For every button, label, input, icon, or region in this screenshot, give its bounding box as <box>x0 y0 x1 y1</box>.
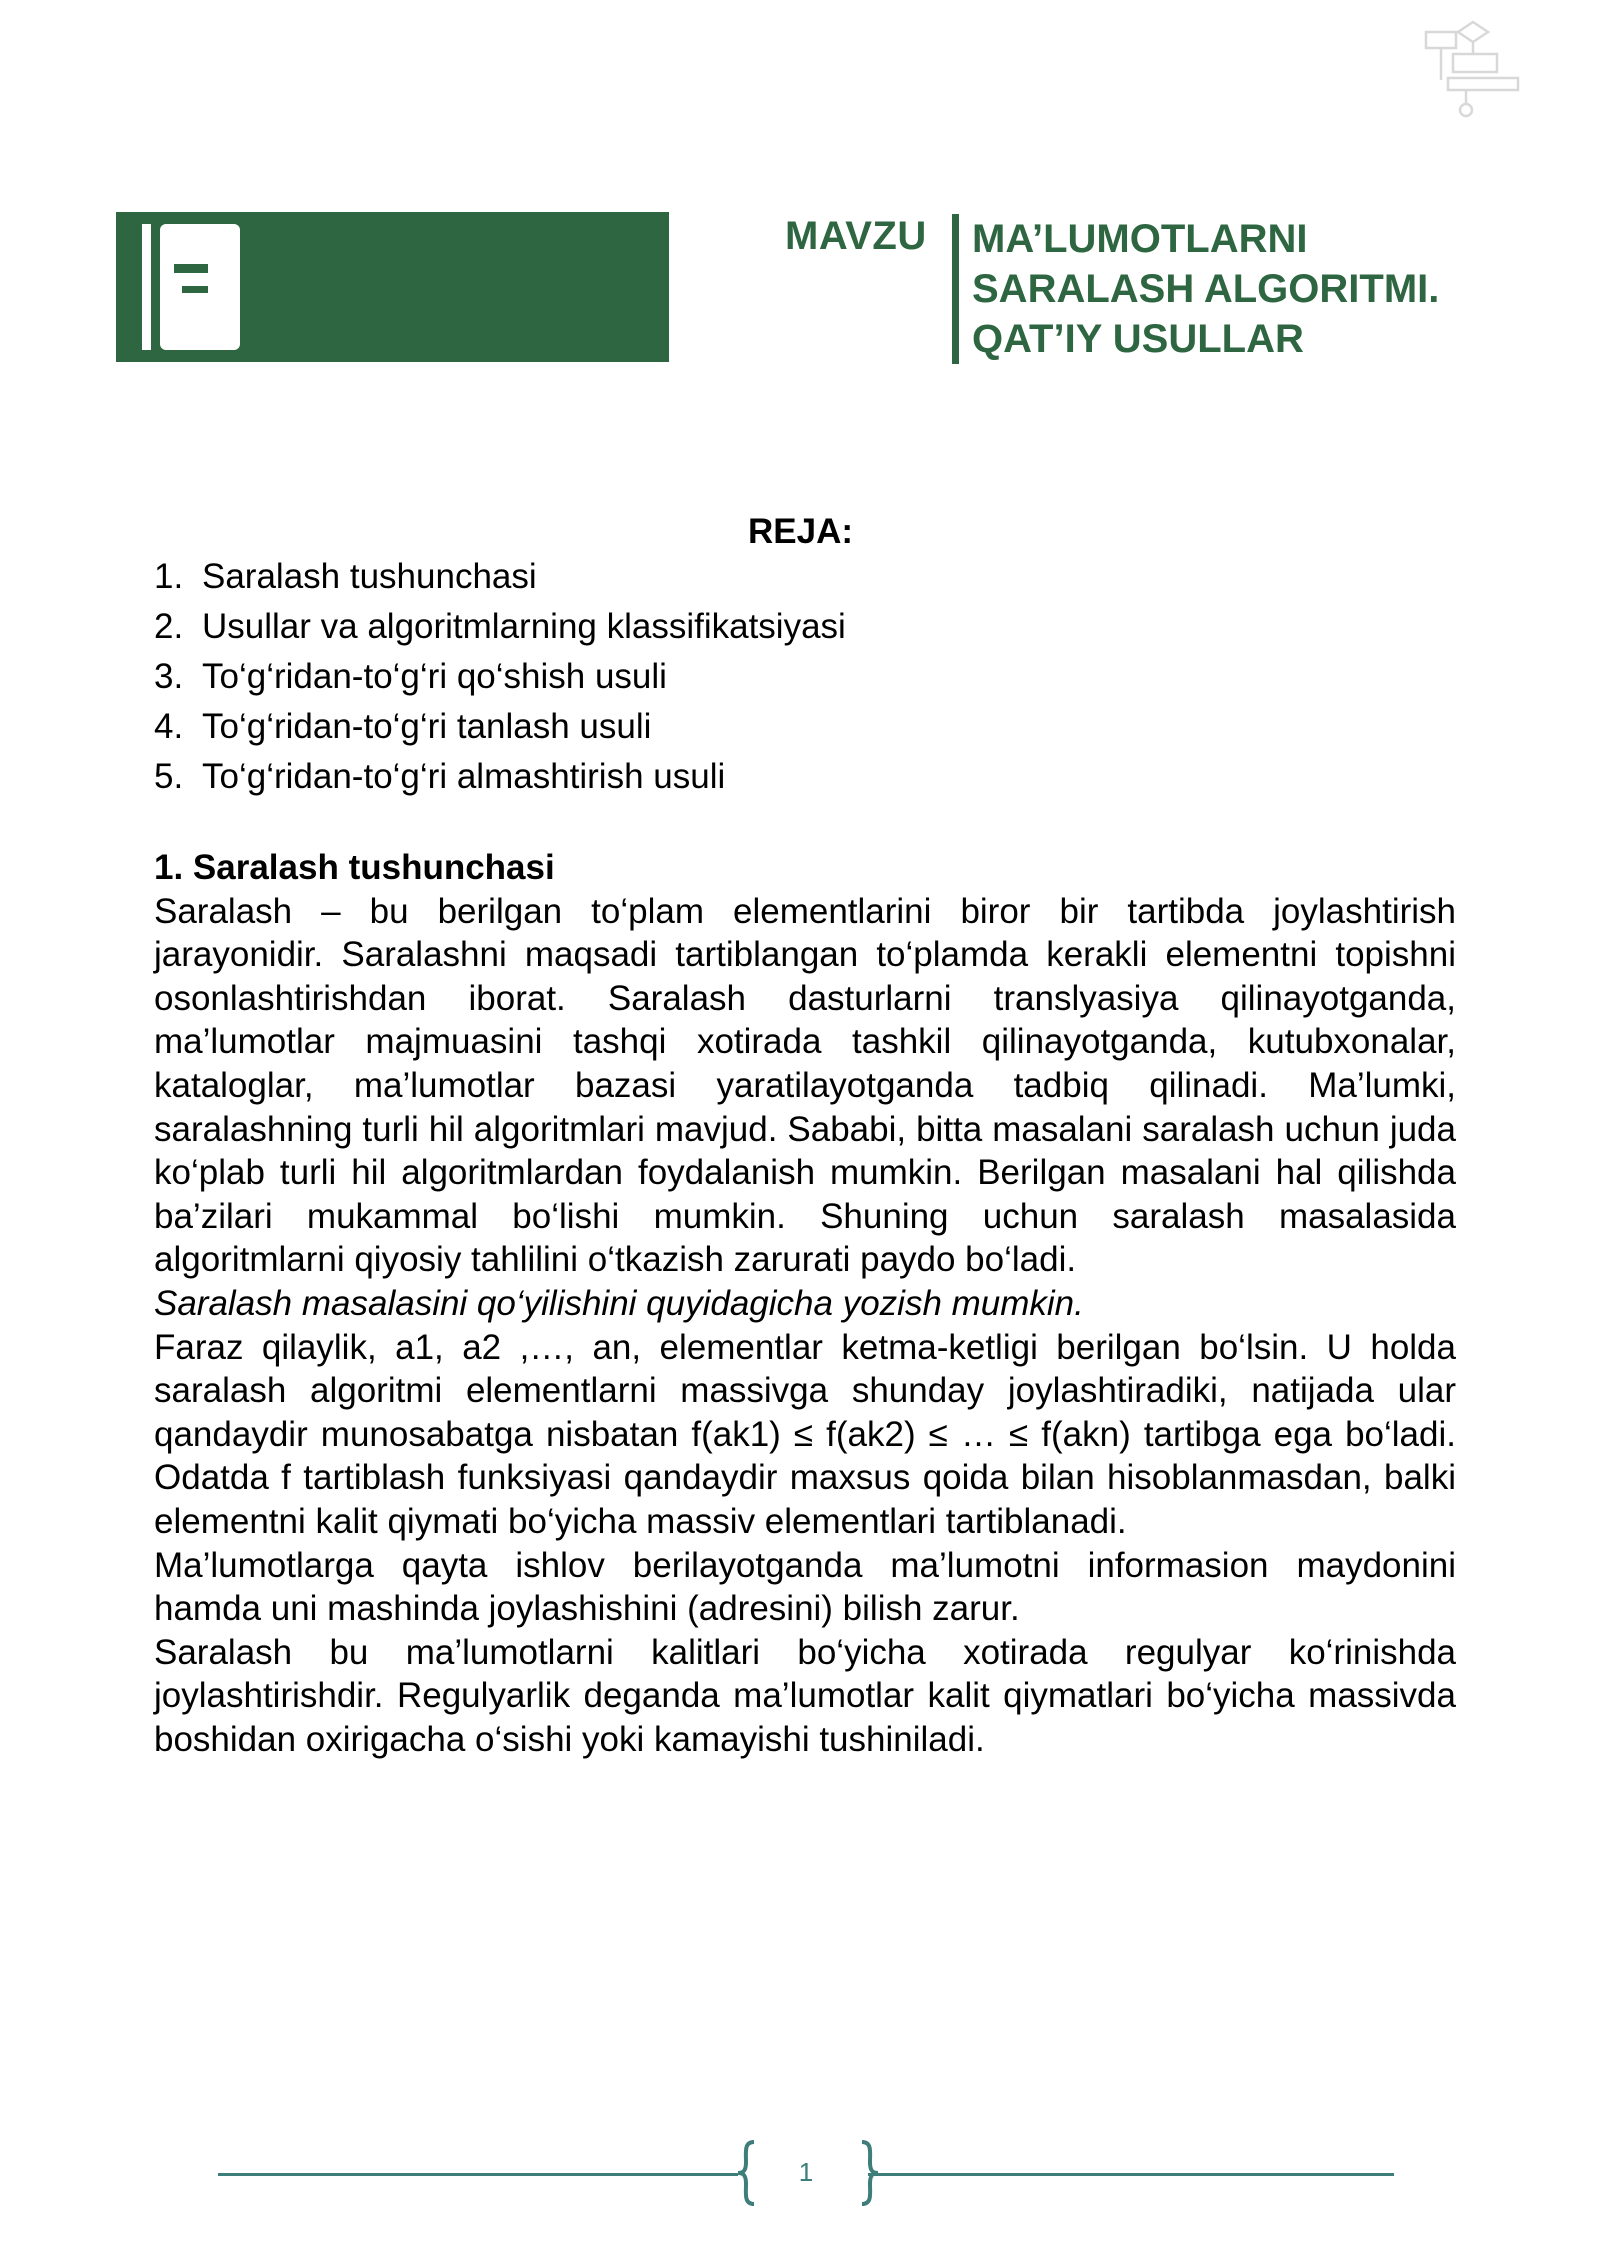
topic-label: MAVZU <box>785 214 927 258</box>
title-line: MA’LUMOTLARNI <box>972 217 1308 261</box>
section-heading: 1. Saralash tushunchasi <box>154 848 555 887</box>
page-number: 1 <box>798 2157 814 2187</box>
plan-item-number: 5. <box>154 757 184 796</box>
plan-item <box>154 752 846 802</box>
plan-item-text: To‘g‘ridan-to‘g‘ri almashtirish usuli <box>202 757 726 796</box>
paragraph: Saralash – bu berilgan to‘plam elementlarini biror bir tartibda joylashtirish jarayonidir. Saralashni maqsadi tartiblangan to‘plamda kerakli elementni topishni osonlashtirishdan iborat. Saralash dasturlarni translyasiya qilinayotganda, ma’lumotlar majmuasini tashqi xotirada tashkil qilinayotganda, kutubxonalar, kataloglar, ma’lumotlar bazasi yaratilayotganda tadbiq qilinadi. Ma’lumki, saralashning turli hil algoritmlari mavjud. Sababi, bitta masalani saralash uchun juda ko‘plab turli hil algoritmlardan foydalanish mumkin. Berilgan masalani hal qilishda ba’zilari mukammal bo‘lishi mumkin. Shuning uchun saralash masalasida algoritmlarni qiyosiy tahlilini o‘tkazish zarurati paydo bo‘ladi. <box>154 891 1456 1280</box>
section-body <box>154 846 1456 1761</box>
paragraph: Faraz qilaylik, a1, a2 ,…, an, elementlar ketma-ketligi berilgan bo‘lsin. U holda saralash algoritmi elementlarni massivga shunday joylashtiradiki, natijada ular qandaydir munosabatga nisbatan f(ak1) ≤ f(ak2) ≤ … ≤ f(akn) tartibga ega bo‘ladi. Odatda f tartiblash funksiyasi qandaydir maxsus qoida bilan hisoblanmasdan, balki elementni kalit qiymati bo‘yicha massiv elementlari tartiblanadi. <box>154 1327 1456 1541</box>
flowchart-icon <box>1418 18 1528 118</box>
title-line: QAT’IY USULLAR <box>972 317 1304 361</box>
right-brace-icon <box>858 2140 880 2206</box>
paragraph: Saralash bu ma’lumotlarni kalitlari bo‘yicha xotirada regulyar ko‘rinishda joylashtirishdir. Regulyarlik deganda ma’lumotlar kalit qiymatlari bo‘yicha massivda boshidan oxirigacha o‘sishi yoki kamayishi tushiniladi. <box>154 1632 1456 1759</box>
plan-item-number: 2. <box>154 607 184 646</box>
header-banner <box>116 212 669 362</box>
topic-divider <box>952 214 959 364</box>
plan-item-number: 1. <box>154 557 184 596</box>
plan-list <box>154 552 846 802</box>
plan-heading: REJA: <box>748 512 854 551</box>
plan-item-text: To‘g‘ridan-to‘g‘ri tanlash usuli <box>202 707 652 746</box>
footer-line-right <box>868 2173 1394 2176</box>
plan-item-text: Saralash tushunchasi <box>202 557 537 596</box>
page-title <box>972 214 1532 364</box>
left-brace-icon <box>736 2140 758 2206</box>
footer-line-left <box>218 2173 738 2176</box>
plan-item <box>154 552 846 602</box>
book-icon <box>142 224 242 350</box>
paragraph-italic: Saralash masalasini qo‘yilishini quyidagicha yozish mumkin. <box>154 1283 1084 1323</box>
plan-item <box>154 652 846 702</box>
paragraph: Ma’lumotlarga qayta ishlov berilayotganda ma’lumotni informasion maydonini hamda uni mashinda joylashishini (adresini) bilish zarur. <box>154 1545 1456 1629</box>
plan-item-number: 4. <box>154 707 184 746</box>
plan-item-text: To‘g‘ridan-to‘g‘ri qo‘shish usuli <box>202 657 667 696</box>
plan-item-text: Usullar va algoritmlarning klassifikatsiyasi <box>202 607 846 646</box>
plan-item <box>154 702 846 752</box>
title-line: SARALASH ALGORITMI. <box>972 267 1440 311</box>
plan-item <box>154 602 846 652</box>
plan-item-number: 3. <box>154 657 184 696</box>
